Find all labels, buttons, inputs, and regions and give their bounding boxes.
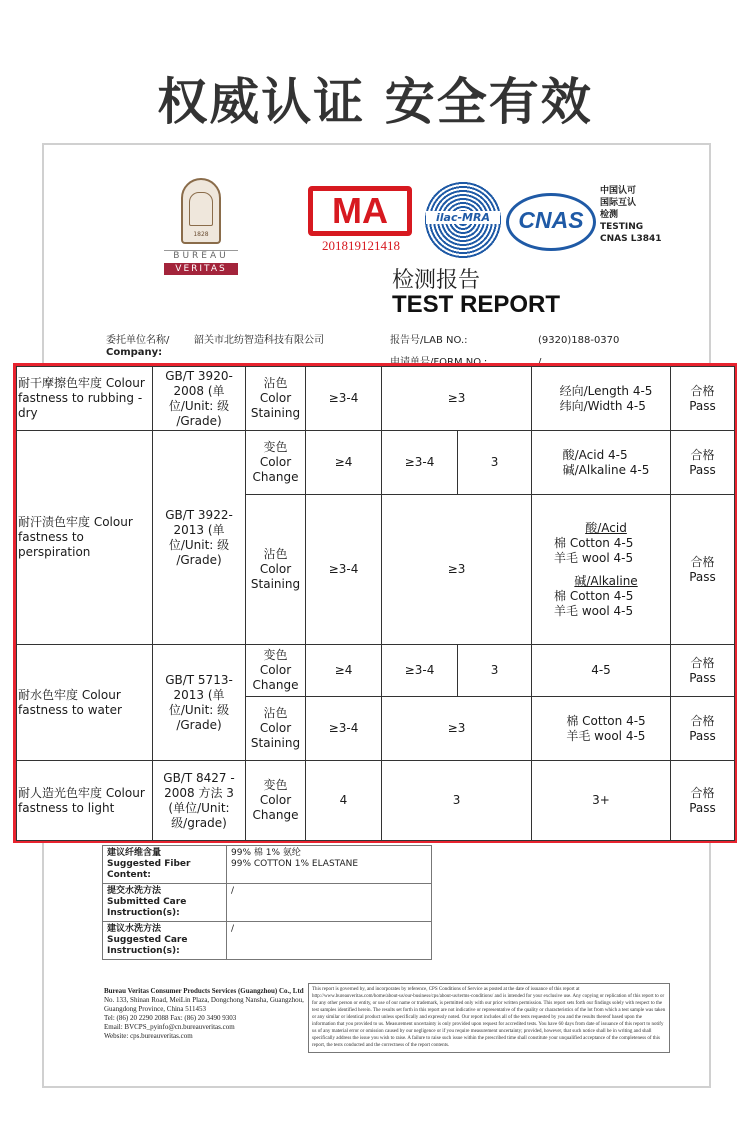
requirement-1: ≥4 [306,645,382,697]
ilac-mra-logo [424,181,502,259]
requirement-2: ≥3 [382,495,532,645]
test-result: 3+ [532,761,671,841]
table-row [17,431,735,495]
bureau-veritas-seal-icon: 1828 [181,178,221,244]
table-row: 建议水洗方法 Suggested Care Instruction(s): / [103,922,432,960]
verdict: 合格 Pass [671,645,735,697]
table-row: 提交水洗方法 Submitted Care Instruction(s): / [103,884,432,922]
cnas-logo [506,193,596,251]
test-aspect: 变色 Color Change [246,645,306,697]
requirement-3: 3 [458,645,532,697]
test-aspect: 变色 Color Change [246,761,306,841]
verdict: 合格 Pass [671,697,735,761]
verdict: 合格 Pass [671,431,735,495]
cma-mark: MA [308,186,412,236]
bv-word-veritas: VERITAS [164,263,238,275]
company-value: 韶关市北纺智造科技有限公司 [194,335,324,346]
test-item: 耐干摩擦色牢度 Colour fastness to rubbing - dry [17,367,153,431]
company-label: 委托单位名称/ Company: [106,335,170,358]
test-standard: GB/T 3920-2008 (单位/Unit: 级 /Grade) [153,367,246,431]
test-standard: GB/T 8427 - 2008 方法 3 (单位/Unit: 级/grade) [153,761,246,841]
cnas-text: CNAS [518,207,584,233]
test-item: 耐水色牢度 Colour fastness to water [17,645,153,761]
table-row [17,761,735,841]
test-item: 耐人造光色牢度 Colour fastness to light [17,761,153,841]
requirement-3: 3 [458,431,532,495]
requirement-1: ≥3-4 [306,367,382,431]
requirement-1: ≥3-4 [306,697,382,761]
cnas-caption: 中国认可 国际互认 检测 TESTING CNAS L3841 [600,186,662,244]
lab-address: Bureau Veritas Consumer Products Services (Guangzhou) Co., Ltd No. 133, Shinan Road, MeiLin Plaza, Dongchong Nansha, Guangzhou, Guangdong Province, China 511453 Tel: (86) 20 2290 2088 Fax: (86) 20 3490 9303 Email: BVCPS_pyinfo@cn.bureauveritas.com Website: cps.bureauveritas.com [104,987,304,1040]
table-row [17,367,735,431]
table-row: 建议纤维含量 Suggested Fiber Content: 99% 棉 1% 氨纶 99% COTTON 1% ELASTANE [103,846,432,884]
test-standard: GB/T 3922-2013 (单位/Unit: 级 /Grade) [153,431,246,645]
verdict: 合格 Pass [671,495,735,645]
requirement-2: ≥3 [382,697,532,761]
test-results-highlight [13,363,737,843]
lab-no-label: 报告号/LAB NO.: [390,335,468,346]
requirement-1: ≥4 [306,431,382,495]
test-item: 耐汗渍色牢度 Colour fastness to perspiration [17,431,153,645]
page-headline: 权威认证 安全有效 [157,73,593,131]
verdict: 合格 Pass [671,367,735,431]
test-aspect: 沾色 Color Staining [246,495,306,645]
requirement-1: 4 [306,761,382,841]
report-title-cn: 检测报告 [392,268,481,293]
test-result: 酸/Acid 棉 Cotton 4-5 羊毛 wool 4-5 碱/Alkaline 棉 Cotton 4-5 羊毛 wool 4-5 [532,495,671,645]
report-title-en: TEST REPORT [392,291,561,318]
test-result: 4-5 [532,645,671,697]
test-standard: GB/T 5713-2013 (单位/Unit: 级 /Grade) [153,645,246,761]
composition-table [102,845,432,960]
lab-no-value: (9320)188-0370 [538,335,620,346]
test-result: 经向/Length 4-5 纬向/Width 4-5 [532,367,671,431]
requirement-2: ≥3 [382,367,532,431]
results-table [16,366,735,841]
bv-word-bureau: BUREAU [164,250,238,261]
cma-logo [308,186,414,254]
test-aspect: 变色 Color Change [246,431,306,495]
requirement-2: ≥3-4 [382,431,458,495]
verdict: 合格 Pass [671,761,735,841]
bureau-veritas-logo [164,178,238,275]
test-result: 酸/Acid 4-5 碱/Alkaline 4-5 [532,431,671,495]
ilac-text: ilac-MRA [426,211,500,224]
table-row [17,645,735,697]
test-aspect: 沾色 Color Staining [246,367,306,431]
test-result: 棉 Cotton 4-5 羊毛 wool 4-5 [532,697,671,761]
cma-number: 201819121418 [322,238,400,253]
requirement-1: ≥3-4 [306,495,382,645]
requirement-2: 3 [382,761,532,841]
test-aspect: 沾色 Color Staining [246,697,306,761]
requirement-2: ≥3-4 [382,645,458,697]
terms-disclaimer: This report is governed by, and incorporates by reference, CPS Conditions of Service as posted at the date of issuance of this report at http://www.bureauveritas.com/home/about-us/our-business/cps/about-us/terms-conditions/ and is intended for your exclusive use. Any copying or replication of this report to or for any other person or entity, or use of our name or trademark, is permitted only with our prior written permission. This report sets forth our findings solely with respect to the test samples identified herein. The results set forth in this report are not indicative or representative of the quality or characteristics of the lot from which a test sample was taken or any similar or identical product unless specifically and expressly noted. Our report includes all of the tests requested by you and the results thereof based upon the information that you provided to us. Measurement uncertainty is only provided upon request for accredited tests. You have 60 days from date of issuance of this report to notify us of any material error or omission caused by our negligence or if you require measurement uncertainty; provided, however, that such notice shall be in writing and shall specifically address the issue you wish to raise. A failure to raise such issue within the prescribed time shall constitute your unqualified acceptance of the completeness of this report, the tests conducted and the correctness of the report contents. [308,983,670,1053]
